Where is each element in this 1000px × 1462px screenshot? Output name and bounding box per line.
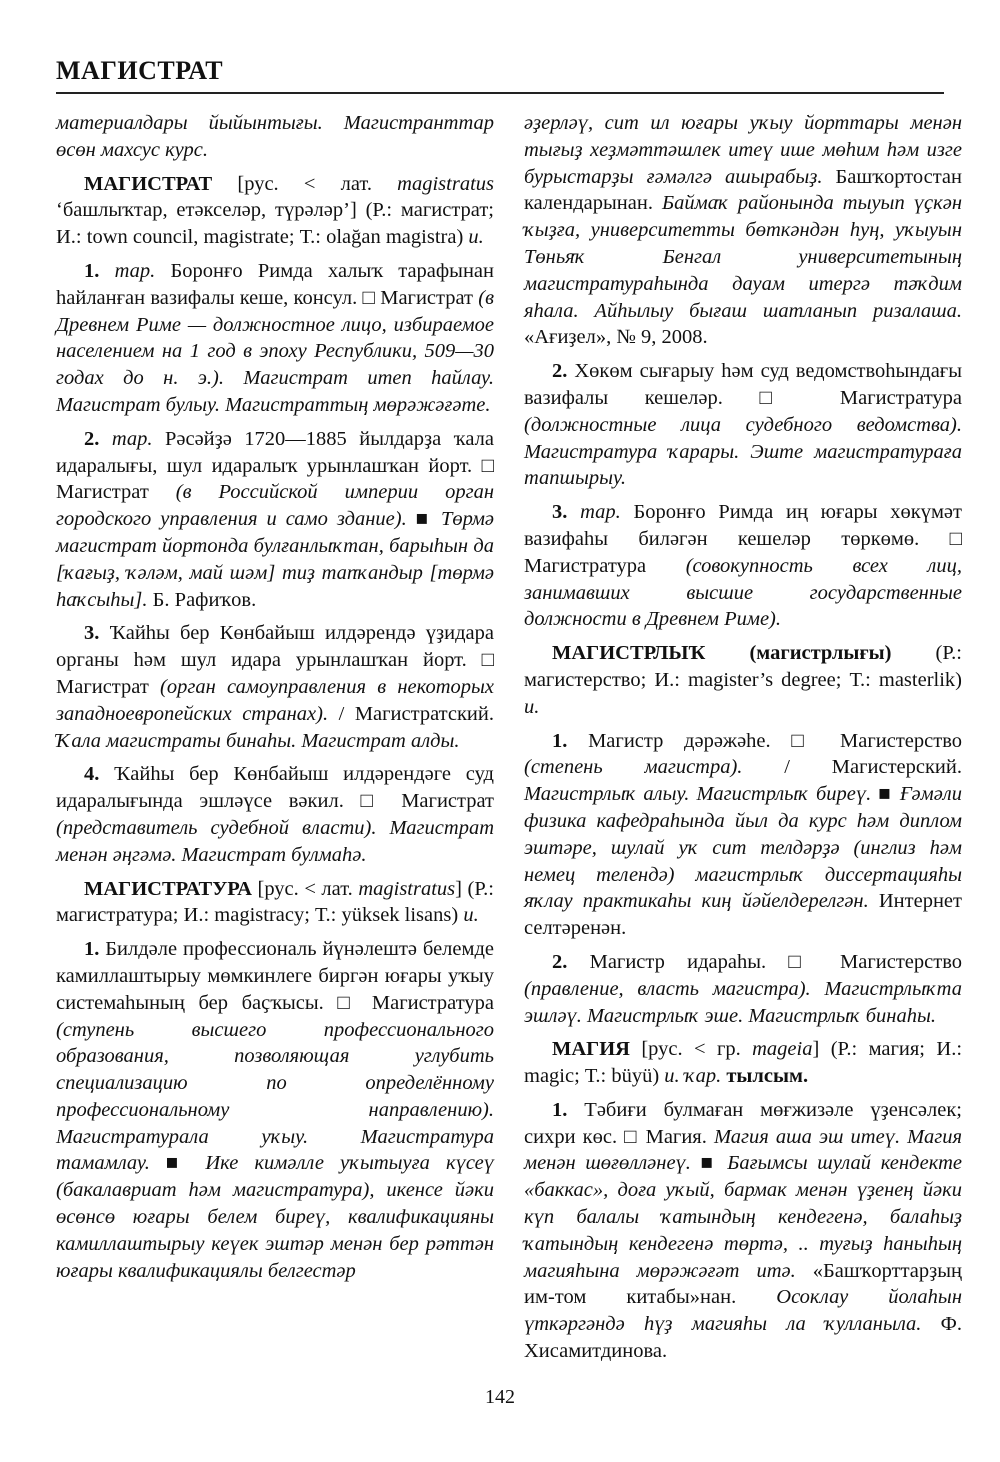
dictionary-paragraph: 4. Ҡайһы бер Көнбайыш илдәрендәге суд идаралығында эшләүсе вәкил. □ Магистрат (представитель судебной власти). Магистрат менән әңгәмә. Магистрат булмаһә.	[56, 763, 494, 866]
dictionary-entry-headword: МАГИСТРАТ [рус. < лат. magistratus ‘башлыҡтар, етәкселәр, түрәләр’] (Р.: магистрат; И.: town council, magistrate; Т.: olağan magistra) и.	[56, 172, 494, 249]
dictionary-entry-headword: МАГИЯ [рус. < гр. mageia] (Р.: магия; И.: magic; Т.: büyü) и. ҡар. тылсым.	[524, 1038, 963, 1088]
dictionary-paragraph: материалдары йыйынтығы. Магистранттар өсөн махсус курс.	[56, 112, 494, 161]
dictionary-paragraph: 1. тар. Боронғо Римда халыҡ тарафынан һайланған вазифалы кеше, консул. □ Магистрат (в Древнем Риме — должностное лицо, избираемое населением на 1 год в эпоху Республики, 509—30 годах до н. э.). Магистрат итеп һайлау. Магистрат булыу. Магистраттың мөрәжәғәте.	[56, 259, 495, 416]
page-title: МАГИСТРАТ	[56, 56, 224, 85]
right-column	[524, 110, 962, 1372]
dictionary-paragraph: 1. Тәбиғи булмаған мөғжизәле үҙенсәлек; сихри көс. □ Магия. Магия аша эш итеү. Магия менән шөғөлләнеү. ■ Бағымсы шулай кендекте «баккас», доға уҡый, бармак менән үҙенең йәки күп балалы ҡатындың кендегенә, балаһыҙ ҡатындың кендегенә төртә, .. туғыҙ һаныһың магияһына мөрәжәғәт итә. «Башҡорттарҙың им-том китабы»нан. Осоклау йолаһын үткәргәндә һүҙ магияһы ла ҡулланыла. Ф. Хисамитдинова.	[524, 1098, 962, 1363]
dictionary-paragraph: 2. Хөкөм сығарыу һәм суд ведомствоһындағы вазифалы кешеләр. □ Магистратура (должностные лица судебного ведомства). Магистратура ҡарары. Эште магистратураға тапшырыу.	[524, 360, 962, 490]
left-column	[56, 110, 494, 1291]
dictionary-entry-headword: МАГИСТРЛЫҠ (магистрлығы) (Р.: магистерство; И.: magister’s degree; Т.: masterlik) и.	[524, 642, 962, 718]
dictionary-paragraph: 1. Магистр дәрәжәһе. □ Магистерство (степень магистра). / Магистерский. Магистрлыҡ алыу. Магистрлыҡ биреү. ■ Ғәмәли физика кафедраһында йыл да курс һәм диплом эштәре, шулай уҡ сит телдәрҙә (инглиз һәм немец телендә) магистрлыҡ диссертацияһы яҡлау практикаһы киң йәйелдерелгән. Интернет селтәренән.	[524, 729, 962, 940]
header-divider	[56, 92, 944, 94]
dictionary-paragraph: 2. тар. Рәсәйҙә 1720—1885 йылдарҙа ҡала идаралығы, шул идаралыҡ урынлашҡан йорт. □ Магистрат (в Российской империи орган городского управления и само здание). ■ Төрмә магистрат йортонда булғанлыҡтан, барыһын да [ҡағыҙ, ҡәләм, май шәм] тиҙ тапҡандыр [төрмә һаҡсыһы]. Б. Рафиҡов.	[56, 427, 495, 611]
dictionary-paragraph: 3. Ҡайһы бер Көнбайыш илдәрендә үҙидара органы һәм шул идара урынлашҡан йорт. □ Магистрат (орган самоуправления в некоторых западноевропейских странах). / Магистратский. Ҡала магистраты бинаһы. Магистрат алды.	[56, 622, 494, 752]
dictionary-paragraph: 3. тар. Боронғо Римда иң юғары хөкүмәт вазифаһы биләгән кешеләр төркөмө. □ Магистратура (совокупность всех лиц, занимавших высшие государственные должности в Древнем Риме).	[524, 501, 962, 631]
dictionary-paragraph: 1. Билдәле профессиональ йүнәлештә белемде камиллаштырыу мөмкинлеге биргән юғары уҡыу системаһының бер баҫҡысы. □ Магистратура (ступень высшего профессионального образования, позволяющая углубить специализацию по определённому профессиональному направлению). Магистратурала уҡыу. Магистратура тамамлау. ■ Ике кимәлле уҡытыуға күсеү (бакалавриат һәм магистратура), икенсе йәки өсөнсө юғары белем биреү, квалификацияны камиллаштырыу кеүек эштәр менән бер рәттән юғары квалификациялы белгестәр	[56, 938, 494, 1282]
page-number: 142	[485, 1386, 515, 1408]
dictionary-entry-headword: МАГИСТРАТУРА [рус. < лат. magistratus] (Р.: магистратура; И.: magistracy; Т.: yüksek lisans) и.	[56, 877, 494, 927]
dictionary-paragraph: әҙерләү, сит ил юғары уҡыу йорттары менән тығыҙ хеҙмәттәшлек итеү ише мөһим һәм изге бурыстарҙы ғәмәлгә ашырабыҙ. Башҡортостан календарынан. Баймаҡ районында тыуып үҫкән ҡыҙға, университетты бөткәндән һуң, уҡыуын Төньяҡ Бенгал университетының магистратураһында дауам итергә тәҡдим яһала. Айһылыу бығаш шатланып ризалаша. «Ағиҙел», № 9, 2008.	[524, 112, 962, 349]
dictionary-paragraph: 2. Магистр идараһы. □ Магистерство (правление, власть магистра). Магистрлыҡта эшләү. Магистрлыҡ эше. Магистрлыҡ бинаһы.	[524, 950, 962, 1027]
